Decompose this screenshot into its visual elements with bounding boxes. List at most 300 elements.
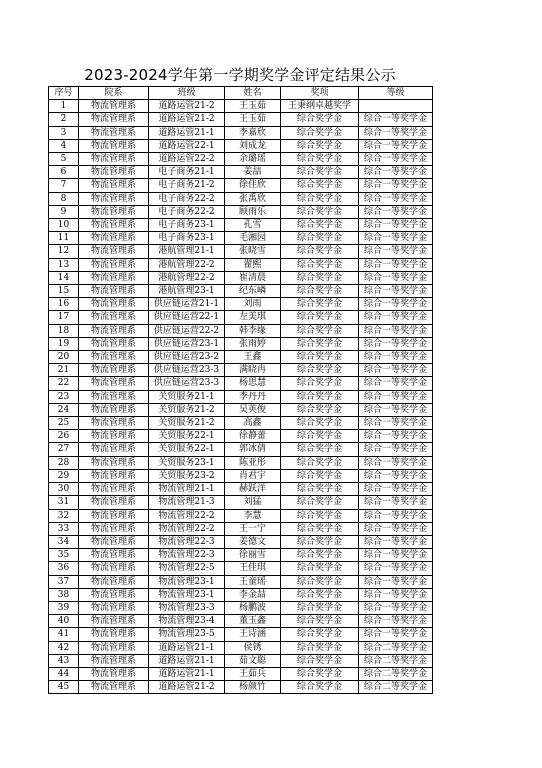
- cell-class: 关贸服务22-1: [149, 443, 225, 456]
- cell-department: 物流管理系: [79, 496, 149, 509]
- cell-award: 综合奖学金: [281, 417, 359, 430]
- header-cell-award: 奖项: [281, 87, 359, 100]
- cell-index: 40: [49, 615, 79, 628]
- cell-department: 物流管理系: [79, 377, 149, 390]
- cell-class: 关贸服务21-1: [149, 390, 225, 403]
- cell-department: 物流管理系: [79, 285, 149, 298]
- cell-index: 31: [49, 496, 79, 509]
- cell-award: 综合奖学金: [281, 522, 359, 535]
- cell-name: 满晓冉: [225, 364, 281, 377]
- table-row: [49, 271, 433, 284]
- table-row: [49, 588, 433, 601]
- cell-award: 综合奖学金: [281, 139, 359, 152]
- cell-award: 综合奖学金: [281, 192, 359, 205]
- cell-class: 物流管理22-5: [149, 562, 225, 575]
- cell-index: 37: [49, 575, 79, 588]
- cell-department: 物流管理系: [79, 232, 149, 245]
- cell-department: 物流管理系: [79, 271, 149, 284]
- cell-award: 综合奖学金: [281, 483, 359, 496]
- cell-class: 物流管理23-3: [149, 601, 225, 614]
- cell-name: 孔雪: [225, 219, 281, 232]
- cell-level: 综合一等奖学金: [359, 509, 433, 522]
- cell-class: 电子商务23-1: [149, 232, 225, 245]
- cell-name: 刘成龙: [225, 139, 281, 152]
- cell-name: 肖君宇: [225, 469, 281, 482]
- cell-name: 吴英俊: [225, 403, 281, 416]
- cell-name: 郭冰倩: [225, 443, 281, 456]
- cell-level: 综合一等奖学金: [359, 549, 433, 562]
- table-row: [49, 509, 433, 522]
- cell-department: 物流管理系: [79, 654, 149, 667]
- cell-department: 物流管理系: [79, 192, 149, 205]
- cell-level: 综合二等奖学金: [359, 654, 433, 667]
- cell-level: 综合一等奖学金: [359, 113, 433, 126]
- table-row: [49, 126, 433, 139]
- cell-department: 物流管理系: [79, 417, 149, 430]
- cell-award: 综合奖学金: [281, 430, 359, 443]
- cell-department: 物流管理系: [79, 562, 149, 575]
- table-row: [49, 522, 433, 535]
- cell-name: 王鑫: [225, 351, 281, 364]
- cell-index: 26: [49, 430, 79, 443]
- cell-name: 李慧: [225, 509, 281, 522]
- cell-award: 综合奖学金: [281, 549, 359, 562]
- cell-award: 综合奖学金: [281, 601, 359, 614]
- cell-level: 综合一等奖学金: [359, 403, 433, 416]
- cell-level: 综合一等奖学金: [359, 337, 433, 350]
- cell-name: 王诗涵: [225, 628, 281, 641]
- cell-index: 24: [49, 403, 79, 416]
- header-cell-department: 院系: [79, 87, 149, 100]
- cell-name: 王童瑶: [225, 575, 281, 588]
- table-row: [49, 469, 433, 482]
- table-row: [49, 575, 433, 588]
- table-row: [49, 390, 433, 403]
- cell-award: 综合奖学金: [281, 615, 359, 628]
- cell-name: 左美琪: [225, 311, 281, 324]
- cell-level: 综合一等奖学金: [359, 469, 433, 482]
- cell-level: 综合一等奖学金: [359, 601, 433, 614]
- cell-class: 供应链运营23-3: [149, 364, 225, 377]
- cell-department: 物流管理系: [79, 100, 149, 113]
- cell-level: 综合二等奖学金: [359, 681, 433, 694]
- scholarship-table: [48, 86, 433, 694]
- cell-department: 物流管理系: [79, 245, 149, 258]
- cell-level: 综合一等奖学金: [359, 166, 433, 179]
- cell-level: 综合一等奖学金: [359, 588, 433, 601]
- cell-index: 30: [49, 483, 79, 496]
- cell-index: 6: [49, 166, 79, 179]
- cell-name: 姜喆: [225, 166, 281, 179]
- cell-department: 物流管理系: [79, 522, 149, 535]
- cell-level: 综合一等奖学金: [359, 364, 433, 377]
- table-row: [49, 654, 433, 667]
- cell-department: 物流管理系: [79, 575, 149, 588]
- cell-index: 3: [49, 126, 79, 139]
- cell-department: 物流管理系: [79, 430, 149, 443]
- cell-class: 港航管理22-2: [149, 258, 225, 271]
- cell-award: 综合奖学金: [281, 469, 359, 482]
- table-row: [49, 417, 433, 430]
- cell-department: 物流管理系: [79, 456, 149, 469]
- cell-award: 综合奖学金: [281, 311, 359, 324]
- cell-class: 物流管理21-1: [149, 483, 225, 496]
- cell-name: 赫跃洋: [225, 483, 281, 496]
- cell-level: 综合二等奖学金: [359, 667, 433, 680]
- cell-name: 李丹丹: [225, 390, 281, 403]
- cell-index: 28: [49, 456, 79, 469]
- cell-name: 纪东嶙: [225, 285, 281, 298]
- table-row: [49, 298, 433, 311]
- page-title: 2023-2024学年第一学期奖学金评定结果公示: [84, 66, 396, 84]
- cell-class: 关贸服务22-1: [149, 430, 225, 443]
- cell-level: 综合一等奖学金: [359, 324, 433, 337]
- cell-name: 杨颜竹: [225, 681, 281, 694]
- table-row: [49, 179, 433, 192]
- cell-name: 张雨婷: [225, 337, 281, 350]
- cell-level: 综合一等奖学金: [359, 443, 433, 456]
- cell-level: 综合一等奖学金: [359, 522, 433, 535]
- cell-award: 综合奖学金: [281, 166, 359, 179]
- cell-index: 35: [49, 549, 79, 562]
- cell-index: 29: [49, 469, 79, 482]
- cell-name: 韩李缘: [225, 324, 281, 337]
- table-row: [49, 549, 433, 562]
- cell-award: 综合奖学金: [281, 205, 359, 218]
- table-row: [49, 139, 433, 152]
- cell-class: 物流管理22-2: [149, 522, 225, 535]
- cell-class: 电子商务22-2: [149, 205, 225, 218]
- cell-name: 李金喆: [225, 588, 281, 601]
- cell-level: 综合一等奖学金: [359, 575, 433, 588]
- cell-index: 12: [49, 245, 79, 258]
- cell-department: 物流管理系: [79, 601, 149, 614]
- cell-level: 综合一等奖学金: [359, 496, 433, 509]
- cell-index: 39: [49, 601, 79, 614]
- cell-level: 综合一等奖学金: [359, 126, 433, 139]
- cell-level: 综合一等奖学金: [359, 232, 433, 245]
- cell-award: 综合奖学金: [281, 258, 359, 271]
- cell-department: 物流管理系: [79, 509, 149, 522]
- table-row: [49, 628, 433, 641]
- cell-class: 物流管理22-3: [149, 549, 225, 562]
- cell-award: 综合奖学金: [281, 496, 359, 509]
- cell-class: 道路运管21-1: [149, 126, 225, 139]
- cell-award: 王秉纲卓越奖学: [281, 100, 359, 113]
- cell-name: 侯锈: [225, 641, 281, 654]
- cell-name: 刘猛: [225, 496, 281, 509]
- cell-award: 综合奖学金: [281, 535, 359, 548]
- cell-level: 综合一等奖学金: [359, 298, 433, 311]
- cell-award: 综合奖学金: [281, 628, 359, 641]
- cell-department: 物流管理系: [79, 443, 149, 456]
- cell-award: 综合奖学金: [281, 113, 359, 126]
- cell-level: 综合一等奖学金: [359, 390, 433, 403]
- cell-index: 21: [49, 364, 79, 377]
- cell-class: 物流管理23-4: [149, 615, 225, 628]
- cell-class: 物流管理22-3: [149, 535, 225, 548]
- cell-index: 22: [49, 377, 79, 390]
- cell-index: 34: [49, 535, 79, 548]
- cell-name: 杨思慧: [225, 377, 281, 390]
- cell-index: 32: [49, 509, 79, 522]
- cell-name: 陈亚彤: [225, 456, 281, 469]
- cell-department: 物流管理系: [79, 139, 149, 152]
- cell-name: 王茹兵: [225, 667, 281, 680]
- cell-department: 物流管理系: [79, 483, 149, 496]
- cell-department: 物流管理系: [79, 126, 149, 139]
- table-row: [49, 351, 433, 364]
- cell-index: 2: [49, 113, 79, 126]
- cell-name: 刘雨: [225, 298, 281, 311]
- cell-class: 供应链运营23-1: [149, 337, 225, 350]
- cell-index: 41: [49, 628, 79, 641]
- table-row: [49, 535, 433, 548]
- cell-class: 道路运管21-1: [149, 667, 225, 680]
- cell-award: 综合奖学金: [281, 364, 359, 377]
- cell-department: 物流管理系: [79, 588, 149, 601]
- cell-class: 港航管理22-2: [149, 271, 225, 284]
- cell-award: 综合奖学金: [281, 681, 359, 694]
- cell-level: 综合一等奖学金: [359, 456, 433, 469]
- cell-department: 物流管理系: [79, 641, 149, 654]
- cell-index: 19: [49, 337, 79, 350]
- cell-class: 物流管理21-3: [149, 496, 225, 509]
- cell-index: 7: [49, 179, 79, 192]
- table-row: [49, 285, 433, 298]
- cell-index: 10: [49, 219, 79, 232]
- table-row: [49, 641, 433, 654]
- cell-award: 综合奖学金: [281, 179, 359, 192]
- cell-index: 27: [49, 443, 79, 456]
- cell-class: 关贸服务21-2: [149, 403, 225, 416]
- cell-department: 物流管理系: [79, 535, 149, 548]
- cell-level: 综合一等奖学金: [359, 271, 433, 284]
- table-row: [49, 483, 433, 496]
- cell-level: 综合一等奖学金: [359, 258, 433, 271]
- table-row: [49, 496, 433, 509]
- cell-department: 物流管理系: [79, 113, 149, 126]
- cell-index: 14: [49, 271, 79, 284]
- cell-index: 33: [49, 522, 79, 535]
- cell-department: 物流管理系: [79, 298, 149, 311]
- cell-class: 物流管理22-2: [149, 509, 225, 522]
- cell-index: 36: [49, 562, 79, 575]
- cell-award: 综合奖学金: [281, 232, 359, 245]
- cell-award: 综合奖学金: [281, 562, 359, 575]
- cell-award: 综合奖学金: [281, 509, 359, 522]
- cell-name: 茹文聪: [225, 654, 281, 667]
- cell-department: 物流管理系: [79, 549, 149, 562]
- cell-award: 综合奖学金: [281, 298, 359, 311]
- table-row: [49, 430, 433, 443]
- cell-level: 综合一等奖学金: [359, 219, 433, 232]
- cell-award: 综合奖学金: [281, 219, 359, 232]
- cell-award: 综合奖学金: [281, 153, 359, 166]
- cell-index: 17: [49, 311, 79, 324]
- cell-award: 综合奖学金: [281, 575, 359, 588]
- cell-department: 物流管理系: [79, 205, 149, 218]
- cell-class: 港航管理21-1: [149, 245, 225, 258]
- cell-class: 关贸服务21-2: [149, 417, 225, 430]
- cell-index: 16: [49, 298, 79, 311]
- cell-class: 供应链运营22-1: [149, 311, 225, 324]
- cell-class: 物流管理23-1: [149, 588, 225, 601]
- header-cell-class: 班级: [149, 87, 225, 100]
- cell-name: 姜德文: [225, 535, 281, 548]
- cell-award: 综合奖学金: [281, 456, 359, 469]
- cell-level: [359, 100, 433, 113]
- cell-level: 综合一等奖学金: [359, 562, 433, 575]
- cell-index: 44: [49, 667, 79, 680]
- table-row: [49, 337, 433, 350]
- cell-index: 25: [49, 417, 79, 430]
- cell-index: 8: [49, 192, 79, 205]
- cell-level: 综合一等奖学金: [359, 628, 433, 641]
- cell-class: 道路运管22-1: [149, 139, 225, 152]
- cell-name: 徐丽雪: [225, 549, 281, 562]
- table-row: [49, 403, 433, 416]
- table-header-row: [49, 87, 433, 100]
- cell-award: 综合奖学金: [281, 667, 359, 680]
- cell-name: 杨鹏波: [225, 601, 281, 614]
- cell-class: 电子商务21-1: [149, 166, 225, 179]
- cell-level: 综合二等奖学金: [359, 641, 433, 654]
- cell-level: 综合一等奖学金: [359, 179, 433, 192]
- cell-index: 43: [49, 654, 79, 667]
- cell-index: 5: [49, 153, 79, 166]
- cell-index: 4: [49, 139, 79, 152]
- cell-department: 物流管理系: [79, 337, 149, 350]
- cell-department: 物流管理系: [79, 615, 149, 628]
- cell-class: 供应链运营23-2: [149, 351, 225, 364]
- table-row: [49, 219, 433, 232]
- cell-award: 综合奖学金: [281, 351, 359, 364]
- cell-name: 崔清晨: [225, 271, 281, 284]
- cell-name: 徐佳欣: [225, 179, 281, 192]
- cell-department: 物流管理系: [79, 390, 149, 403]
- cell-class: 港航管理23-1: [149, 285, 225, 298]
- cell-level: 综合一等奖学金: [359, 245, 433, 258]
- table-row: [49, 311, 433, 324]
- cell-name: 毛湘园: [225, 232, 281, 245]
- cell-class: 道路运管21-1: [149, 641, 225, 654]
- cell-index: 13: [49, 258, 79, 271]
- cell-index: 9: [49, 205, 79, 218]
- cell-name: 王佳琪: [225, 562, 281, 575]
- cell-department: 物流管理系: [79, 403, 149, 416]
- cell-class: 道路运管21-2: [149, 100, 225, 113]
- cell-index: 15: [49, 285, 79, 298]
- cell-index: 18: [49, 324, 79, 337]
- cell-name: 王玉茹: [225, 100, 281, 113]
- cell-level: 综合一等奖学金: [359, 615, 433, 628]
- cell-class: 电子商务21-2: [149, 179, 225, 192]
- header-cell-index: 序号: [49, 87, 79, 100]
- cell-award: 综合奖学金: [281, 641, 359, 654]
- cell-award: 综合奖学金: [281, 403, 359, 416]
- cell-name: 翟熙: [225, 258, 281, 271]
- cell-department: 物流管理系: [79, 153, 149, 166]
- cell-name: 徐静蕾: [225, 430, 281, 443]
- table-row: [49, 205, 433, 218]
- cell-award: 综合奖学金: [281, 271, 359, 284]
- cell-department: 物流管理系: [79, 681, 149, 694]
- cell-award: 综合奖学金: [281, 324, 359, 337]
- cell-department: 物流管理系: [79, 219, 149, 232]
- cell-index: 23: [49, 390, 79, 403]
- cell-level: 综合一等奖学金: [359, 139, 433, 152]
- cell-award: 综合奖学金: [281, 654, 359, 667]
- table-row: [49, 364, 433, 377]
- header-cell-level: 等级: [359, 87, 433, 100]
- cell-index: 11: [49, 232, 79, 245]
- cell-class: 道路运管21-1: [149, 654, 225, 667]
- table-row: [49, 113, 433, 126]
- cell-department: 物流管理系: [79, 667, 149, 680]
- cell-class: 电子商务22-2: [149, 192, 225, 205]
- cell-class: 关贸服务23-1: [149, 456, 225, 469]
- cell-level: 综合一等奖学金: [359, 483, 433, 496]
- cell-department: 物流管理系: [79, 311, 149, 324]
- cell-index: 1: [49, 100, 79, 113]
- table-row: [49, 667, 433, 680]
- table-row: [49, 166, 433, 179]
- cell-department: 物流管理系: [79, 179, 149, 192]
- cell-name: 余璐瑶: [225, 153, 281, 166]
- table-row: [49, 232, 433, 245]
- cell-name: 张禹欣: [225, 192, 281, 205]
- cell-level: 综合一等奖学金: [359, 153, 433, 166]
- cell-class: 关贸服务23-2: [149, 469, 225, 482]
- table-row: [49, 456, 433, 469]
- cell-name: 顾雨乐: [225, 205, 281, 218]
- cell-class: 物流管理23-1: [149, 575, 225, 588]
- cell-class: 供应链运营23-3: [149, 377, 225, 390]
- table-row: [49, 258, 433, 271]
- table-row: [49, 615, 433, 628]
- cell-department: 物流管理系: [79, 166, 149, 179]
- cell-name: 王一宁: [225, 522, 281, 535]
- cell-award: 综合奖学金: [281, 390, 359, 403]
- cell-department: 物流管理系: [79, 258, 149, 271]
- cell-level: 综合一等奖学金: [359, 377, 433, 390]
- cell-department: 物流管理系: [79, 351, 149, 364]
- cell-department: 物流管理系: [79, 628, 149, 641]
- table-row: [49, 681, 433, 694]
- cell-class: 电子商务23-1: [149, 219, 225, 232]
- cell-index: 45: [49, 681, 79, 694]
- cell-department: 物流管理系: [79, 364, 149, 377]
- cell-level: 综合一等奖学金: [359, 192, 433, 205]
- cell-award: 综合奖学金: [281, 377, 359, 390]
- cell-class: 道路运管22-2: [149, 153, 225, 166]
- cell-award: 综合奖学金: [281, 285, 359, 298]
- cell-index: 20: [49, 351, 79, 364]
- cell-name: 张晓雪: [225, 245, 281, 258]
- cell-award: 综合奖学金: [281, 337, 359, 350]
- table-row: [49, 192, 433, 205]
- cell-index: 42: [49, 641, 79, 654]
- cell-name: 王玉茹: [225, 113, 281, 126]
- cell-level: 综合一等奖学金: [359, 351, 433, 364]
- cell-department: 物流管理系: [79, 469, 149, 482]
- table-row: [49, 153, 433, 166]
- cell-name: 高鑫: [225, 417, 281, 430]
- cell-level: 综合一等奖学金: [359, 311, 433, 324]
- table-row: [49, 100, 433, 113]
- table-row: [49, 245, 433, 258]
